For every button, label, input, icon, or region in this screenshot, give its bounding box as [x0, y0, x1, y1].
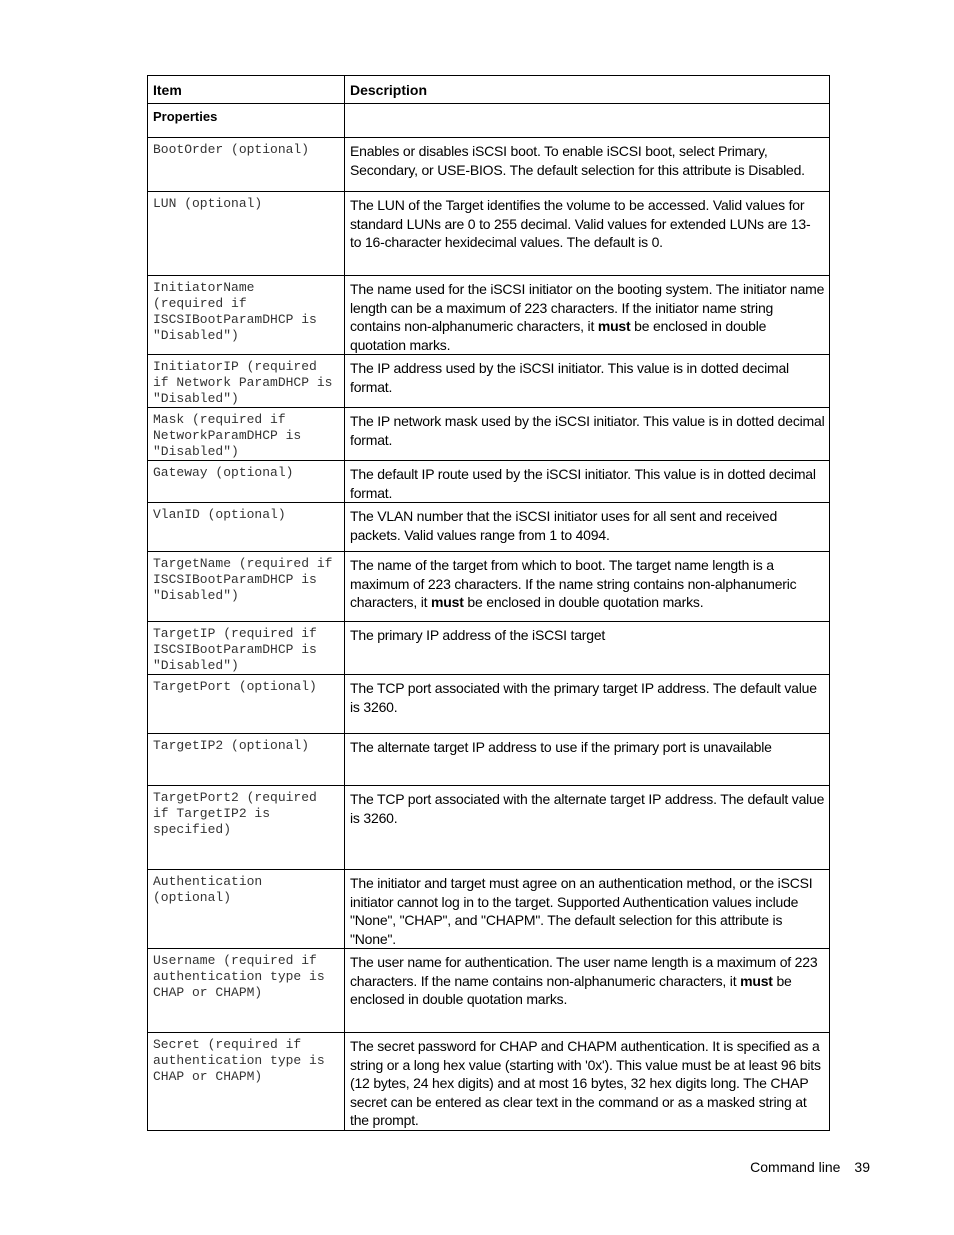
- item-cell: Authentication (optional): [148, 870, 345, 949]
- table-row: [148, 870, 830, 949]
- group-row: [148, 104, 830, 138]
- table-row: [148, 192, 830, 276]
- description-cell: The name used for the iSCSI initiator on the booting system. The initiator name length can be a maximum of 223 characters. If the initiator name string contains non-alphanumeric characters, it must be enclosed in double quotation marks.: [345, 276, 830, 355]
- description-cell: The secret password for CHAP and CHAPM authentication. It is specified as a string or a long hex value (starting with '0x'). This value must be at least 96 bits (12 bytes, 24 hex digits) and at most 16 bytes, 32 hex digits long. The CHAP secret can be entered as clear text in the command or as a masked string at the prompt.: [345, 1033, 830, 1131]
- table-row: [148, 503, 830, 552]
- item-cell: TargetIP2 (optional): [148, 734, 345, 786]
- footer-section-title: Command line: [750, 1159, 841, 1175]
- emphasis-text: must: [740, 972, 773, 989]
- description-cell: The TCP port associated with the primary target IP address. The default value is 3260.: [345, 675, 830, 734]
- description-cell: The TCP port associated with the alternate target IP address. The default value is 3260.: [345, 786, 830, 870]
- item-cell: InitiatorName (required if ISCSIBootParamDHCP is "Disabled"): [148, 276, 345, 355]
- emphasis-text: must: [431, 594, 464, 610]
- item-cell: TargetPort (optional): [148, 675, 345, 734]
- table-row: [148, 408, 830, 461]
- description-column-header: Description: [345, 76, 830, 104]
- page-number: 39: [854, 1159, 870, 1175]
- item-cell: TargetIP (required if ISCSIBootParamDHCP is "Disabled"): [148, 622, 345, 675]
- description-cell: The primary IP address of the iSCSI target: [345, 622, 830, 675]
- item-cell: Secret (required if authentication type is CHAP or CHAPM): [148, 1033, 345, 1131]
- table-row: [148, 675, 830, 734]
- item-cell: BootOrder (optional): [148, 138, 345, 192]
- item-cell: Mask (required if NetworkParamDHCP is "Disabled"): [148, 408, 345, 461]
- item-column-header: Item: [148, 76, 345, 104]
- item-cell: Username (required if authentication type is CHAP or CHAPM): [148, 949, 345, 1033]
- item-cell: TargetName (required if ISCSIBootParamDHCP is "Disabled"): [148, 552, 345, 622]
- description-cell: The IP network mask used by the iSCSI initiator. This value is in dotted decimal format.: [345, 408, 830, 461]
- table-row: [148, 138, 830, 192]
- description-cell: The initiator and target must agree on an authentication method, or the iSCSI initiator cannot log in to the target. Supported Authentication values include "None", "CHAP", and "CHAPM". The default selection for this attribute is "None".: [345, 870, 830, 949]
- description-cell: The LUN of the Target identifies the volume to be accessed. Valid values for standard LUNs are 0 to 255 decimal. Valid values for extended LUNs are 13- to 16-character hexidecimal values. The default is 0.: [345, 192, 830, 276]
- table-row: [148, 949, 830, 1033]
- table-row: [148, 622, 830, 675]
- description-cell: The alternate target IP address to use if the primary port is unavailable: [345, 734, 830, 786]
- item-cell: VlanID (optional): [148, 503, 345, 552]
- item-cell: LUN (optional): [148, 192, 345, 276]
- item-cell: InitiatorIP (required if Network ParamDHCP is "Disabled"): [148, 355, 345, 408]
- table-row: [148, 552, 830, 622]
- description-cell: The VLAN number that the iSCSI initiator uses for all sent and received packets. Valid values range from 1 to 4094.: [345, 503, 830, 552]
- table-row: [148, 355, 830, 408]
- table-row: [148, 786, 830, 870]
- item-cell: TargetPort2 (required if TargetIP2 is specified): [148, 786, 345, 870]
- description-cell: The user name for authentication. The user name length is a maximum of 223 characters. If the name contains non-alphanumeric characters, it must be enclosed in double quotation marks.: [345, 949, 830, 1033]
- table-row: [148, 461, 830, 503]
- table-row: [148, 1033, 830, 1131]
- table-row: [148, 276, 830, 355]
- description-cell: The default IP route used by the iSCSI initiator. This value is in dotted decimal format.: [345, 461, 830, 503]
- group-label: Properties: [148, 104, 345, 138]
- description-cell: Enables or disables iSCSI boot. To enable iSCSI boot, select Primary, Secondary, or USE-BIOS. The default selection for this attribute is Disabled.: [345, 138, 830, 192]
- description-cell: The IP address used by the iSCSI initiator. This value is in dotted decimal format.: [345, 355, 830, 408]
- table-header-row: [148, 76, 830, 104]
- properties-table: [147, 75, 830, 1131]
- group-empty-cell: [345, 104, 830, 138]
- description-cell: The name of the target from which to boot. The target name length is a maximum of 223 characters. If the name string contains non-alphanumeric characters, it must be enclosed in double quotation marks.: [345, 552, 830, 622]
- table-row: [148, 734, 830, 786]
- item-cell: Gateway (optional): [148, 461, 345, 503]
- page-footer: [750, 1159, 870, 1175]
- emphasis-text: must: [597, 318, 631, 334]
